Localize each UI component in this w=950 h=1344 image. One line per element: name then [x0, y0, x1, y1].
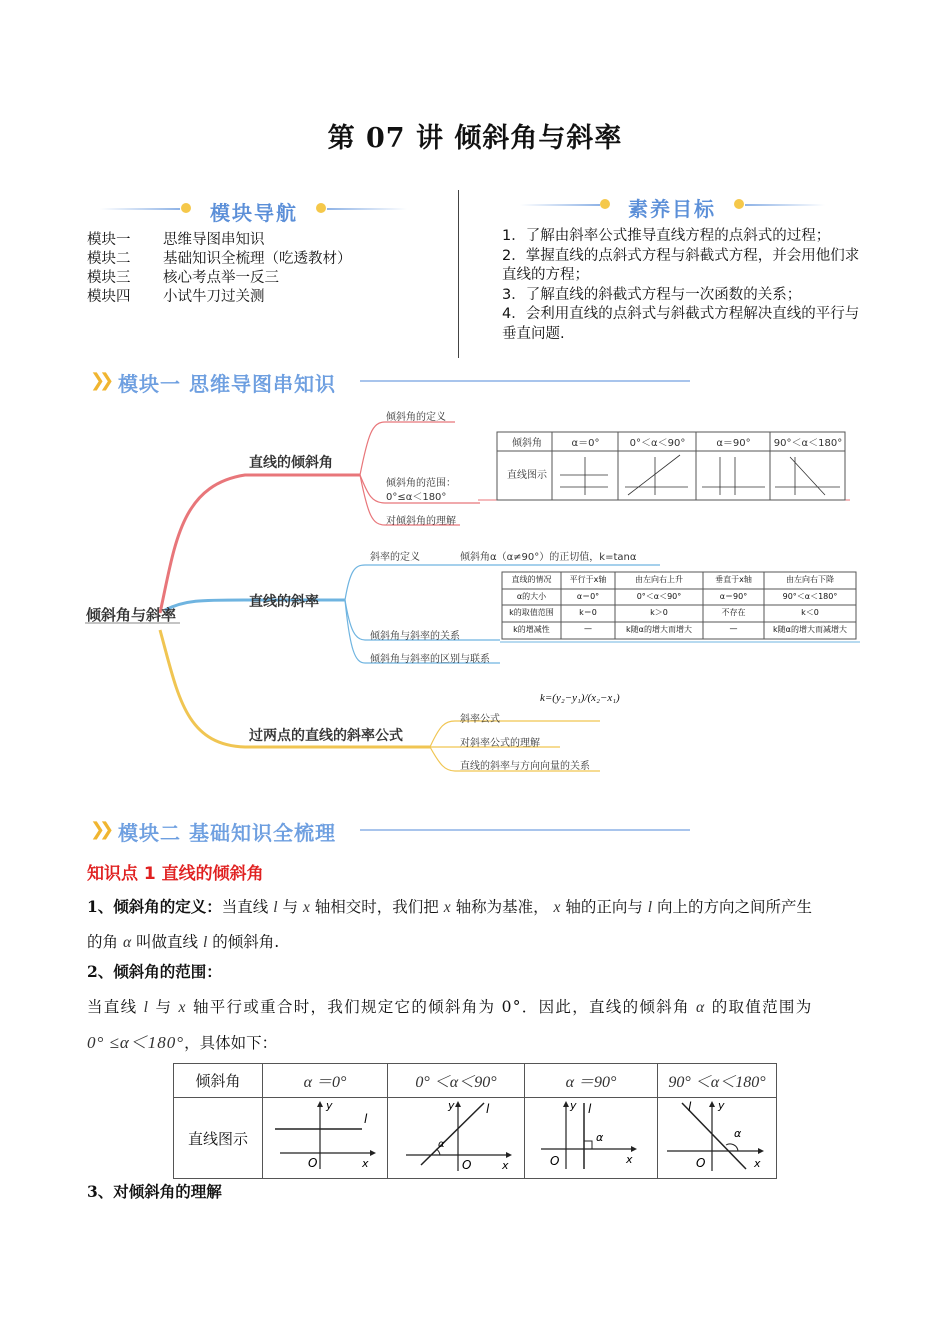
mindmap-table-cell: 90°＜α＜180° — [782, 592, 838, 601]
goal-item: 4．会利用直线的点斜式与斜截式方程解决直线的平行与垂直问题. — [502, 306, 860, 342]
nav-heading: 模块导航 — [210, 201, 298, 225]
table-header-cell: α ＝90° — [525, 1064, 658, 1098]
mindmap-table-cell: 0°＜α＜90° — [636, 592, 682, 601]
mindmap-table-cell: 0°＜α＜90° — [629, 438, 686, 449]
mindmap-branch-inclination: 直线的倾斜角 — [249, 455, 333, 471]
definition-paragraph: 1、倾斜角的定义：当直线 l 与 x 轴相交时，我们把 x 轴称为基准， x 轴的正向与 l 向上的方向之间所产生 的角 α 叫做直线 l 的倾斜角. — [87, 897, 813, 951]
nav-item[interactable]: 模块四 小试牛刀过关测 — [87, 289, 265, 305]
mindmap-table-cell: k的增减性 — [513, 625, 550, 634]
understanding-label: 3、对倾斜角的理解 — [87, 1182, 222, 1201]
table-row-label: 直线图示 — [174, 1098, 263, 1179]
svg-text:α: α — [596, 1131, 604, 1144]
mindmap-table-cell: 直线的情况 — [511, 575, 552, 584]
svg-text:O: O — [550, 1154, 560, 1168]
nav-heading-dot-right — [316, 203, 326, 213]
svg-text:x: x — [362, 1157, 369, 1170]
svg-text:x: x — [754, 1157, 761, 1170]
mindmap-table-cell: 平行于x轴 — [569, 575, 607, 584]
mindmap-leaf: 倾斜角与斜率的关系 — [370, 631, 460, 642]
mindmap-table-cell: α＝90° — [716, 438, 751, 449]
svg-text:y: y — [326, 1099, 333, 1112]
svg-text:O: O — [462, 1158, 472, 1172]
mindmap-leaf: 倾斜角α（α≠90°）的正切值，k=tanα — [460, 552, 637, 563]
svg-text:x: x — [502, 1159, 509, 1172]
table-header-cell: 倾斜角 — [174, 1064, 263, 1098]
goals-heading-line-left — [520, 204, 600, 206]
svg-text:l: l — [588, 1102, 592, 1116]
svg-text:α: α — [438, 1139, 445, 1150]
mindmap-table-cell: 由左向右下降 — [786, 575, 834, 584]
mindmap-table-cell: k随α的增大而增大 — [626, 625, 692, 634]
goals-heading-dot-right — [734, 199, 744, 209]
mindmap-leaf: 倾斜角与斜率的区别与联系 — [370, 654, 490, 665]
range-label: 2、倾斜角的范围： — [87, 962, 222, 981]
mindmap-table-cell: k的取值范围 — [509, 608, 554, 617]
svg-text:y: y — [570, 1099, 577, 1112]
graph-vertical-line — [525, 1098, 658, 1179]
module2-heading: 模块二 基础知识全梳理 — [118, 821, 336, 845]
svg-text:l: l — [688, 1100, 692, 1114]
nav-item[interactable]: 模块三 核心考点举一反三 — [87, 270, 279, 286]
graph-alpha-obtuse — [662, 1099, 772, 1173]
graph-alpha-90 — [536, 1099, 646, 1173]
mindmap-leaf: 对斜率公式的理解 — [460, 738, 540, 749]
mindmap-leaf: 倾斜角的定义 — [386, 412, 446, 423]
chevron-icon: ❯❯ — [90, 819, 109, 840]
module2-heading-line — [360, 829, 690, 831]
mindmap-table-cell: α＝0° — [571, 438, 600, 449]
goal-item: 1．了解由斜率公式推导直线方程的点斜式的过程； — [502, 228, 831, 244]
mindmap-table-cell: — — [729, 624, 738, 633]
graph-alpha-acute — [396, 1099, 516, 1173]
chevron-icon: ❯❯ — [90, 370, 109, 391]
nav-list — [87, 231, 352, 307]
goal-item: 3．了解直线的斜截式方程与一次函数的关系； — [502, 286, 802, 303]
nav-item[interactable]: 模块二 基础知识全梳理（吃透教材） — [87, 251, 352, 267]
module1-heading: 模块一 思维导图串知识 — [118, 372, 336, 396]
nav-heading-line-left — [100, 208, 180, 210]
module1-heading-line — [360, 380, 690, 382]
goals-heading-dot-left — [600, 199, 610, 209]
table-header-cell: 0° ＜α＜90° — [388, 1064, 525, 1098]
mindmap-branch-slope: 直线的斜率 — [249, 594, 319, 610]
graph-falling-line — [658, 1098, 777, 1179]
slope-formula: k=(y₂−y₁)/(x₂−x₁) — [540, 692, 620, 704]
graph-alpha-0 — [270, 1099, 380, 1173]
svg-text:y: y — [448, 1099, 455, 1112]
mindmap-table-cell: 90°＜α＜180° — [773, 438, 843, 449]
page-title: 第 07 讲 倾斜角与斜率 — [327, 123, 623, 154]
table-header-cell: 90° ＜α＜180° — [658, 1064, 777, 1098]
mindmap-table-cell: 倾斜角 — [512, 438, 542, 449]
mindmap-table-cell: 直线图示 — [507, 470, 547, 481]
svg-text:l: l — [364, 1112, 368, 1126]
mindmap-table-cell: 垂直于x轴 — [715, 575, 752, 584]
goals-list — [502, 227, 864, 344]
goals-heading: 素养目标 — [628, 197, 716, 221]
mindmap-table-cell: α的大小 — [516, 592, 547, 601]
mindmap-leaf: 对倾斜角的理解 — [386, 516, 456, 527]
mindmap-table-cell: α＝0° — [576, 592, 600, 601]
mindmap-leaf: 斜率公式 — [460, 714, 500, 725]
svg-text:O: O — [696, 1156, 706, 1170]
mindmap-table-cell: — — [584, 624, 592, 633]
svg-text:y: y — [718, 1099, 725, 1112]
range-expression-line: 0° ≤α＜180°，具体如下： — [87, 1033, 278, 1052]
graph-horizontal-line — [263, 1098, 388, 1179]
mindmap-branch-two-point: 过两点的直线的斜率公式 — [249, 728, 403, 744]
mindmap-table-cell: α＝90° — [719, 592, 748, 601]
knowledge-point-title: 知识点 1 直线的倾斜角 — [87, 864, 264, 884]
nav-item[interactable]: 模块一 思维导图串知识 — [87, 232, 265, 248]
nav-heading-dot-left — [181, 203, 191, 213]
svg-text:x: x — [626, 1153, 633, 1166]
nav-heading-line-right — [327, 208, 407, 210]
inclination-table — [173, 1063, 777, 1179]
mindmap-table-cell: k＝0 — [579, 608, 597, 617]
mindmap-table-cell: k＞0 — [650, 608, 668, 617]
mindmap-table-cell: 不存在 — [721, 608, 746, 617]
range-paragraph: 当直线 l 与 x 轴平行或重合时，我们规定它的倾斜角为 0°．因此，直线的倾斜角 α 的取值范围为 — [87, 998, 813, 1016]
mindmap-leaf: 斜率的定义 — [370, 552, 420, 563]
mindmap-leaf: 倾斜角的范围： — [386, 478, 456, 489]
goals-heading-line-right — [745, 204, 825, 206]
mindmap-leaf: 0°≤α＜180° — [386, 492, 447, 503]
graph-rising-line — [388, 1098, 525, 1179]
svg-text:O: O — [308, 1156, 318, 1170]
svg-text:α: α — [734, 1127, 742, 1140]
column-divider — [458, 190, 459, 358]
svg-text:l: l — [486, 1102, 490, 1116]
goal-item: 2．掌握直线的点斜式方程与斜截式方程，并会用他们求直线的方程； — [502, 247, 860, 283]
mindmap-leaf: 直线的斜率与方向向量的关系 — [460, 761, 590, 772]
mindmap-table-cell: k＜0 — [801, 608, 819, 617]
mindmap-root: 倾斜角与斜率 — [86, 606, 177, 624]
mindmap-table-cell: k随α的增大而减增大 — [773, 625, 847, 634]
table-header-cell: α ＝0° — [263, 1064, 388, 1098]
mindmap-table-cell: 由左向右上升 — [635, 575, 683, 584]
